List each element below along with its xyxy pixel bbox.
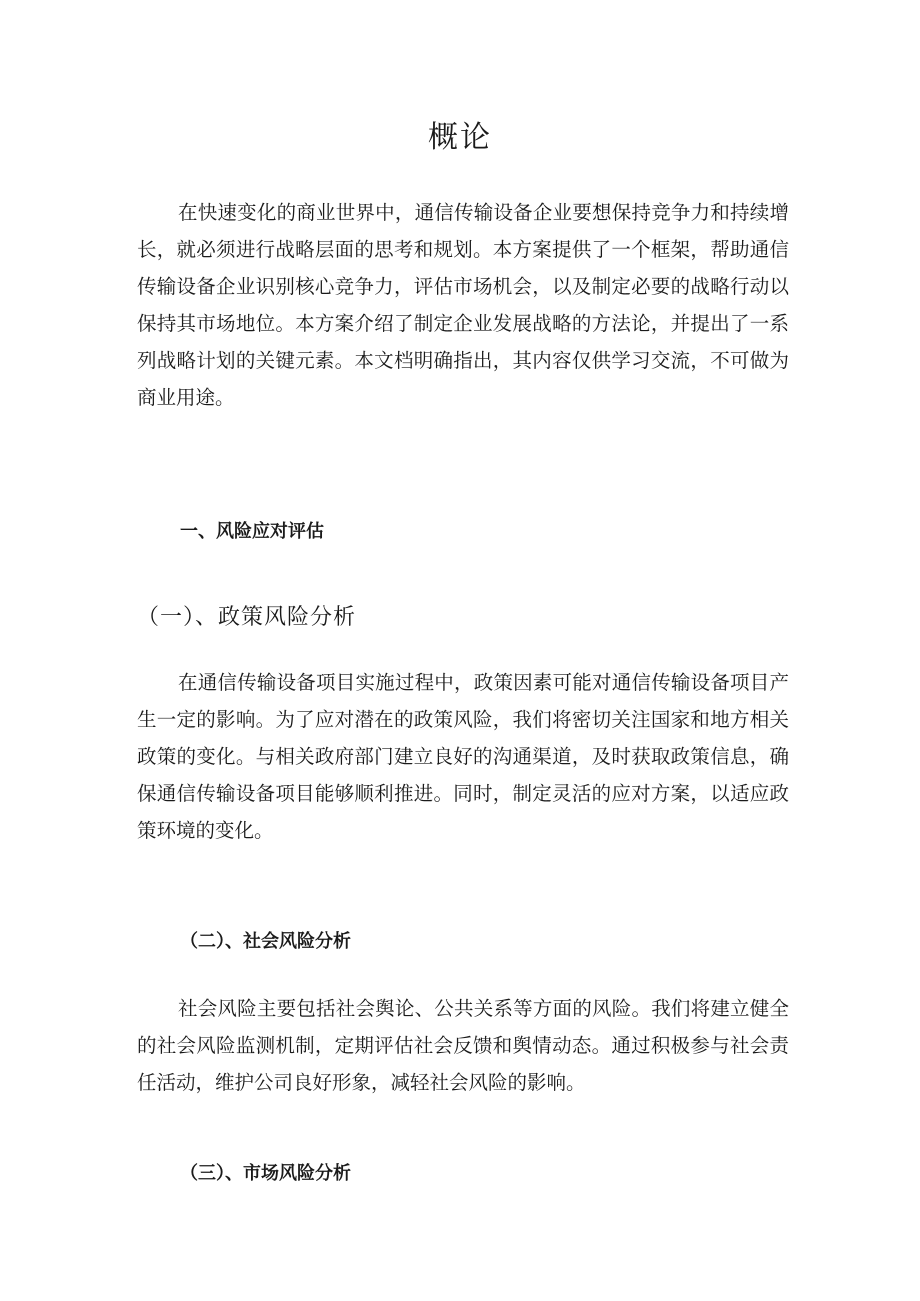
social-risk-paragraph: 社会风险主要包括社会舆论、公共关系等方面的风险。我们将建立健全的社会风险监测机制，定期评估社会反馈和舆情动态。通过积极参与社会责任活动，维护公司良好形象，减轻社会风险的影响。 [137,997,789,1094]
section-heading-risk-assessment: 一、风险应对评估 [180,521,324,542]
policy-risk-paragraph: 在通信传输设备项目实施过程中，政策因素可能对通信传输设备项目产生一定的影响。为了应对潜在的政策风险，我们将密切关注国家和地方相关政策的变化。与相关政府部门建立良好的沟通渠道，及时获取政策信息，确保通信传输设备项目能够顺利推进。同时，制定灵活的应对方案，以适应政策环境的变化。 [137,671,789,842]
subsection-heading-market-risk: （三）、市场风险分析 [180,1163,351,1184]
intro-paragraph: 在快速变化的商业世界中，通信传输设备企业要想保持竞争力和持续增长，就必须进行战略层面的思考和规划。本方案提供了一个框架，帮助通信传输设备企业识别核心竞争力，评估市场机会，以及制定必要的战略行动以保持其市场地位。本方案介绍了制定企业发展战略的方法论，并提出了一系列战略计划的关键元素。本文档明确指出，其内容仅供学习交流，不可做为商业用途。 [137,201,789,409]
document-title: 概论 [428,120,492,155]
subsection-heading-policy-risk: （一）、政策风险分析 [137,605,357,630]
subsection-heading-social-risk: （二）、社会风险分析 [180,931,351,952]
